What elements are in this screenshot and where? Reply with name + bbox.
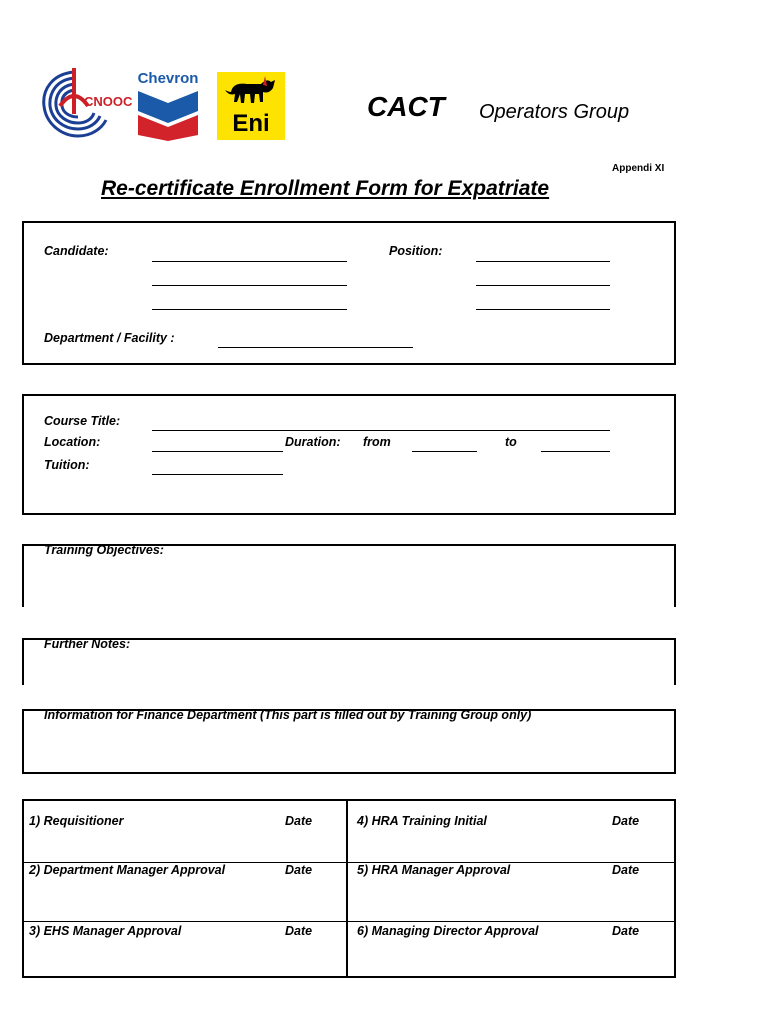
from-label: from [363, 435, 391, 449]
candidate-line-3[interactable] [152, 309, 347, 310]
approval-hra-training: 4) HRA Training Initial [357, 814, 487, 828]
position-line-3[interactable] [476, 309, 610, 310]
eni-logo [217, 72, 285, 140]
approval-date-3: Date [285, 924, 313, 938]
approval-date-5: Date [612, 863, 640, 877]
course-title-label: Course Title: [44, 414, 121, 428]
position-label: Position: [389, 244, 443, 258]
training-objectives-label: Training Objectives: [44, 543, 164, 557]
position-line-2[interactable] [476, 285, 610, 286]
chevron-wordmark: Chevron [137, 70, 199, 87]
chevron-logo [136, 70, 200, 142]
location-label: Location: [44, 435, 101, 449]
approval-department-manager: 2) Department Manager Approval [29, 863, 226, 877]
approval-ehs-manager: 3) EHS Manager Approval [29, 924, 182, 938]
further-notes-label: Further Notes: [44, 637, 131, 651]
eni-wordmark: Eni [232, 110, 270, 137]
approval-date-4: Date [612, 814, 640, 828]
position-line-1[interactable] [476, 261, 610, 262]
org-name: CACT [367, 91, 445, 122]
svg-text:CNOOC: CNOOC [84, 94, 133, 109]
approval-hra-manager: 5) HRA Manager Approval [357, 863, 511, 877]
to-date-line[interactable] [541, 451, 610, 452]
approval-requisitioner: 1) Requisitioner [29, 814, 124, 828]
approvals-column-divider [346, 800, 348, 977]
finance-label: Information for Finance Department (This part is filled out by Training Group only) [44, 708, 532, 722]
department-label: Department / Facility : [44, 331, 175, 345]
course-title-line[interactable] [152, 430, 610, 431]
approval-date-1: Date [285, 814, 313, 828]
approval-managing-director: 6) Managing Director Approval [357, 924, 539, 938]
page-title: Re-certificate Enrollment Form for Expatriate [101, 177, 550, 200]
cnooc-logo [40, 66, 133, 140]
tuition-label: Tuition: [44, 458, 90, 472]
department-line[interactable] [218, 347, 413, 348]
location-line[interactable] [152, 451, 283, 452]
approval-date-2: Date [285, 863, 313, 877]
to-label: to [505, 435, 517, 449]
group-name: Operators Group [479, 101, 630, 123]
tuition-line[interactable] [152, 474, 283, 475]
approval-date-6: Date [612, 924, 640, 938]
candidate-line-1[interactable] [152, 261, 347, 262]
candidate-label: Candidate: [44, 244, 109, 258]
course-section [22, 394, 676, 515]
duration-label: Duration: [285, 435, 341, 449]
six-legged-dog-icon [217, 72, 285, 110]
appendix-label: Appendi XI [612, 163, 665, 174]
candidate-line-2[interactable] [152, 285, 347, 286]
approvals-row-divider-2 [23, 921, 675, 922]
from-date-line[interactable] [412, 451, 477, 452]
